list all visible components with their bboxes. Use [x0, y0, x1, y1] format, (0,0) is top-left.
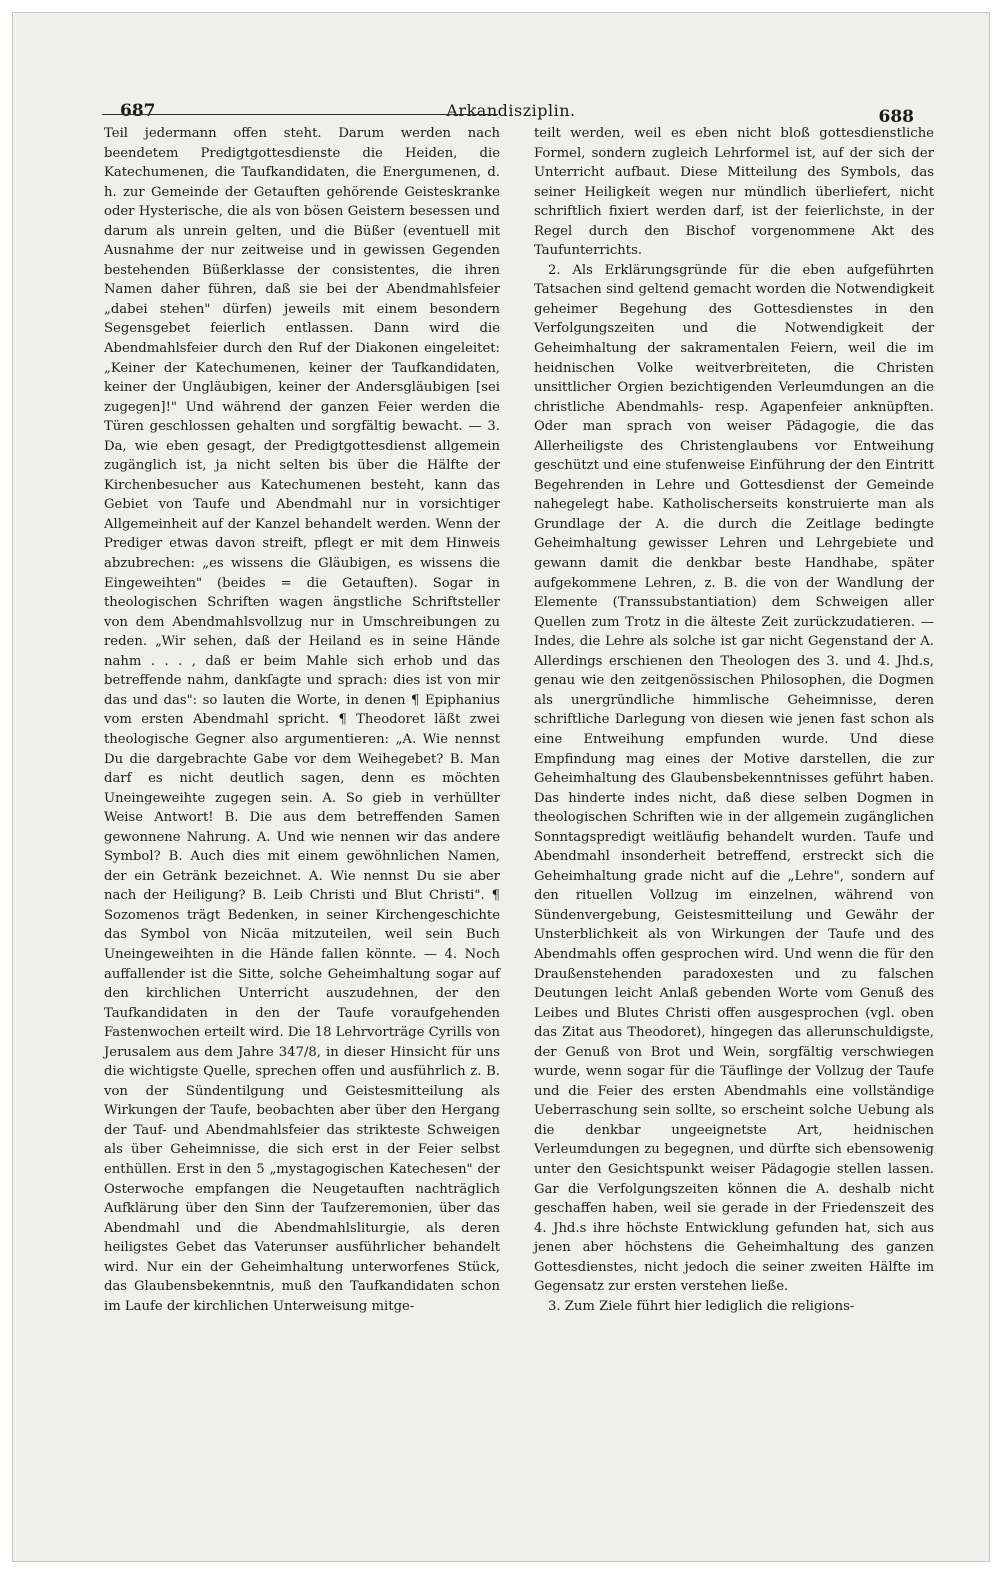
right-paragraph: 2. Als Erklärungsgründe für die eben aufgeführten Tatsachen sind geltend gemacht worden die Notwendigkeit geheimer Begehung des Gottesdienstes in den Verfolgungszeiten und die Notwendigkeit der Geheimhaltung der sakramentalen Feiern, weil die im heidnischen Volke weitverbreiteten, die Christen unsittlicher Orgien bezichtigenden Verleumdungen an die christliche Abendmahls- resp. Agapenfeier anknüpften. Oder man sprach von weiser Pädagogie, die das Allerheiligste des Christenglaubens vor Entweihung geschützt und eine stufenweise Einführung der den Eintritt Begehrenden in Lehre und Gottesdienst der Gemeinde nahegelegt habe. Katholischerseits konstruierte man als Grundlage der A. die durch die Zeitlage bedingte Geheimhaltung gewisser Lehren und Lehrgebiete und gewann damit die denkbar beste Handhabe, später aufgekommene Lehren, z. B. die von der Wandlung der Elemente (Transsubstantiation) dem Schweigen aller Quellen zum Trotz in die älteste Zeit zurückzudatieren. — Indes, die Lehre als solche ist gar nicht Gegenstand der A. Allerdings erschienen den Theologen des 3. und 4. Jhd.s, genau wie den zeitgenössischen Philosophen, die Dogmen als unergründliche himmlische Geheimnisse, deren schriftliche Darlegung von diesen wie jenen fast schon als eine Entweihung empfunden wurde. Und diese Empfindung mag eines der Motive darstellen, die zur Geheimhaltung des Glaubensbekenntnisses geführt haben. Das hinderte indes nicht, daß diese selben Dogmen in theologischen Schriften wie in der allgemein zugänglichen Sonntagspredigt weitläufig behandelt wurden. Taufe und Abendmahl insonderheit betreffend, erstreckt sich die Geheimhaltung grade nicht auf die „Lehre", sondern auf den rituellen Vollzug im einzelnen, während von Sündenvergebung, Geistesmitteilung und Gewähr der Unsterblichkeit als von Wirkungen der Taufe und des Abendmahls offen gesprochen wird. Und wenn die für den Draußenstehenden paradoxesten und zu falschen Deutungen leicht Anlaß gebenden Worte vom Genuß des Leibes und Blutes Christi offen ausgesprochen (vgl. oben das Zitat aus Theodoret), hingegen das allerunschuldigste, der Genuß von Brot und Wein, sorgfältig verschwiegen wurde, wenn sogar für die Täuflinge der Vollzug der Taufe und die Feier des ersten Abendmahls eine vollständige Ueberraschung sein sollte, so erscheint solche Uebung als die denkbar ungeeignetste Art, heidnischen Verleumdungen zu begegnen, und dürfte sich ebensowenig unter den Gesichtspunkt weiser Pädagogie stellen lassen. Gar die Verfolgungszeiten können die A. deshalb nicht geschaffen haben, weil sie gerade in der Friedenszeit des 4. Jhd.s ihre höchste Entwicklung gefunden hat, sich aus jenen aber höchstens die Geheimhaltung des ganzen Gottesdienstes, nicht jedoch die seiner zweiten Hälfte im Gegensatz zur ersten verstehen ließe.: [534, 262, 934, 1295]
left-paragraph: Teil jedermann offen steht. Darum werden nach beendetem Predigtgottesdienste die Heiden, die Katechumenen, die Taufkandidaten, die Energumenen, d. h. zur Gemeinde der Getauften gehörende Geisteskranke oder Hysterische, die als von bösen Geistern besessen und darum als unrein gelten, und die Büßer (eventuell mit Ausnahme der nur zeitweise und in gewissen Gegenden bestehenden Büßerklasse der consistentes, die ihren Namen daher führen, daß sie bei der Abendmahlsfeier „dabei stehen" dürfen) jeweils mit einem besondern Segensgebet feierlich entlassen. Dann wird die Abendmahlsfeier durch den Ruf der Diakonen eingeleitet: „Keiner der Katechumenen, keiner der Taufkandidaten, keiner der Ungläubigen, keiner der Andersgläubigen [sei zugegen]!" Und während der ganzen Feier werden die Türen geschlossen gehalten und sorgfältig bewacht. — 3. Da, wie eben gesagt, der Predigtgottesdienst allgemein zugänglich ist, ja nicht selten bis über die Hälfte der Kirchenbesucher aus Katechumenen besteht, kann das Gebiet von Taufe und Abendmahl nur in vorsichtiger Allgemeinheit auf der Kanzel behandelt werden. Wenn der Prediger etwas davon streift, pflegt er mit dem Hinweis abzubrechen: „es wissens die Gläubigen, es wissens die Eingeweihten" (beides = die Getauften). Sogar in theologischen Schriften wagen ängstliche Schriftsteller von dem Abendmahlsvollzug nur in Umschreibungen zu reden. „Wir sehen, daß der Heiland es in seine Hände nahm . . . , daß er beim Mahle sich erhob und das betreffende nahm, dankſagte und sprach: dies ist von mir das und das": so lauten die Worte, in denen ¶ Epiphanius vom ersten Abendmahl spricht. ¶ Theodoret läßt zwei theologische Gegner also argumentieren: „A. Wie nennst Du die dargebrachte Gabe vor dem Weihegebet? B. Man darf es nicht deutlich sagen, denn es möchten Uneingeweihte zugegen sein. A. So gieb in verhüllter Weise Antwort! B. Die aus dem betreffenden Samen gewonnene Nahrung. A. Und wie nennen wir das andere Symbol? B. Auch dies mit einem gewöhnlichen Namen, der ein Getränk bezeichnet. A. Wie nennst Du sie aber nach der Heiligung? B. Leib Christi und Blut Christi". ¶ Sozomenos trägt Bedenken, in seiner Kirchengeschichte das Symbol von Nicäa mitzuteilen, weil sein Buch Uneingeweihten in die Hände fallen könnte. — 4. Noch auffallender ist die Sitte, solche Geheimhaltung sogar auf den kirchlichen Unterricht auszudehnen, der den Taufkandidaten in den der Taufe voraufgehenden Fastenwochen erteilt wird. Die 18 Lehrvorträge Cyrills von Jerusalem aus dem Jahre 347/8, in dieser Hinsicht für uns die wichtigste Quelle, sprechen offen und ausführlich z. B. von der Sündentilgung und Geistesmitteilung als Wirkungen der Taufe, beobachten aber über den Hergang der Tauf- und Abendmahlsfeier das strikteste Schweigen als über Geheimnisse, die sich erst in der Feier selbst enthüllen. Erst in den 5 „mystagogischen Katechesen" der Osterwoche empfangen die Neugetauften nachträglich Aufklärung über den Sinn der Taufzeremonien, über das Abendmahl und die Abendmahlsliturgie, als deren heiligstes Gebet das Vaterunser ausführlicher behandelt wird. Nur ein der Geheimhaltung unterworfenes Stück, das Glaubensbekenntnis, muß den Taufkandidaten schon im Laufe der kirchlichen Unterweisung mitge-: [104, 126, 500, 1314]
running-title: Arkandisziplin.: [446, 101, 576, 120]
right-paragraph: teilt werden, weil es eben nicht bloß gottesdienstliche Formel, sondern zugleich Lehrformel ist, auf der sich der Unterricht aufbaut. Diese Mitteilung des Symbols, das seiner Heiligkeit wegen nur mündlich überliefert, nicht schriftlich fixiert werden darf, ist der feierlichste, in der Regel durch den Bischof vorgenommene Akt des Taufunterrichts.: [534, 126, 934, 259]
page-number-left: 687: [120, 101, 156, 121]
header-rule: [102, 114, 498, 115]
right-paragraph: 3. Zum Ziele führt hier lediglich die religions-: [548, 1298, 855, 1314]
right-column: [534, 124, 934, 1316]
left-column: [104, 124, 500, 1316]
page-number-right: 688: [878, 107, 914, 127]
